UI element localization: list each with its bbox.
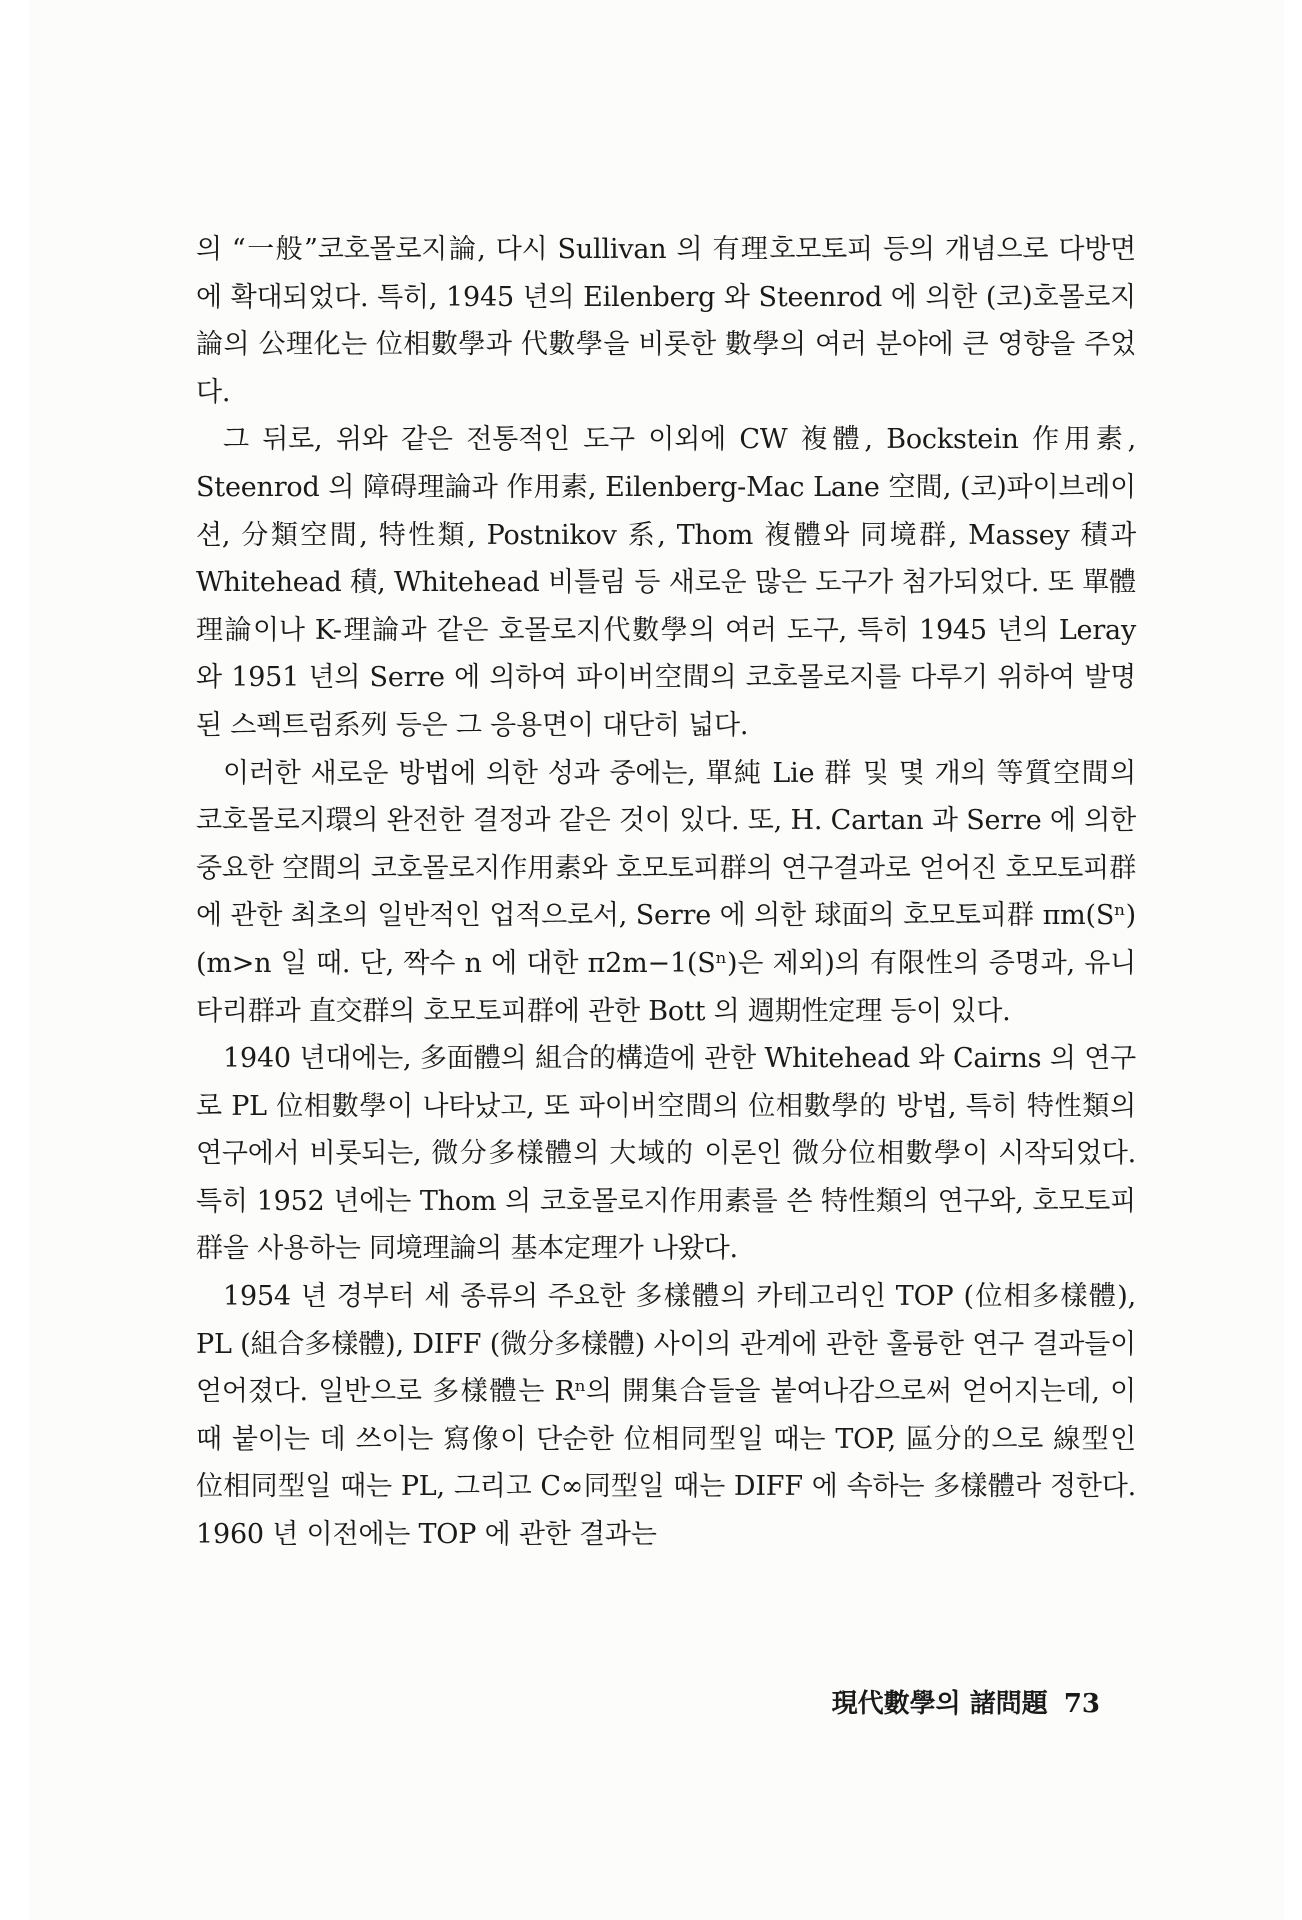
paragraph: 그 뒤로, 위와 같은 전통적인 도구 이외에 CW 複體, Bockstein 作用素, Steenrod 의 障碍理論과 作用素, Eilenberg-Mac Lane 空間, (코)파이브레이션, 分類空間, 特性類, Postnikov 系, Thom 複體와 同境群, Massey 積과 Whitehead 積, Whitehead 비틀림 등 새로운 많은 도구가 첨가되었다. 또 單體理論이나 K-理論과 같은 호몰로지代數學의 여러 도구, 특히 1945 년의 Leray 와 1951 년의 Serre 에 의하여 파이버空間의 코호몰로지를 다루기 위하여 발명된 스펙트럼系列 등은 그 응용면이 대단히 넓다. (196, 424, 1136, 741)
paragraph: 1940 년대에는, 多面體의 組合的構造에 관한 Whitehead 와 Cairns 의 연구로 PL 位相數學이 나타났고, 또 파이버空間의 位相數學的 방법, 특히 特性類의 연구에서 비롯되는, 微分多樣體의 大域的 이론인 微分位相數學이 시작되었다. 특히 1952 년에는 Thom 의 코호몰로지作用素를 쓴 特性類의 연구와, 호모토피群을 사용하는 同境理論의 基本定理가 나왔다. (196, 1043, 1136, 1265)
body-text (196, 226, 1136, 1559)
page-footer (800, 1683, 1100, 1720)
paragraph: 1954 년 경부터 세 종류의 주요한 多樣體의 카테고리인 TOP (位相多樣體), PL (組合多樣體), DIFF (微分多樣體) 사이의 관계에 관한 훌륭한 연구 결과들이 얻어졌다. 일반으로 多樣體는 Rⁿ의 開集合들을 붙여나감으로써 얻어지는데, 이때 붙이는 데 쓰이는 寫像이 단순한 位相同型일 때는 TOP, 區分的으로 線型인 位相同型일 때는 PL, 그리고 C∞同型일 때는 DIFF 에 속하는 多樣體라 정한다. 1960 년 이전에는 TOP 에 관한 결과는 (196, 1281, 1136, 1551)
page-number: 73 (1063, 1689, 1100, 1719)
paragraph: 의 “一般”코호몰로지論, 다시 Sullivan 의 有理호모토피 등의 개념으로 다방면에 확대되었다. 특히, 1945 년의 Eilenberg 와 Steenrod 에 의한 (코)호몰로지論의 公理化는 位相數學과 代數學을 비롯한 數學의 여러 분야에 큰 영향을 주었다. (196, 234, 1136, 408)
running-title: 現代數學의 諸問題 (831, 1689, 1048, 1719)
paragraph: 이러한 새로운 방법에 의한 성과 중에는, 單純 Lie 群 및 몇 개의 等質空間의 코호몰로지環의 완전한 결정과 같은 것이 있다. 또, H. Cartan 과 Serre 에 의한 중요한 空間의 코호몰로지作用素와 호모토피群의 연구결과로 얻어진 호모토피群에 관한 최초의 일반적인 업적으로서, Serre 에 의한 球面의 호모토피群 πm(Sⁿ) (m>n 일 때. 단, 짝수 n 에 대한 π2m−1(Sⁿ)은 제외)의 有限性의 증명과, 유니타리群과 直交群의 호모토피群에 관한 Bott 의 週期性定理 등이 있다. (196, 757, 1136, 1027)
